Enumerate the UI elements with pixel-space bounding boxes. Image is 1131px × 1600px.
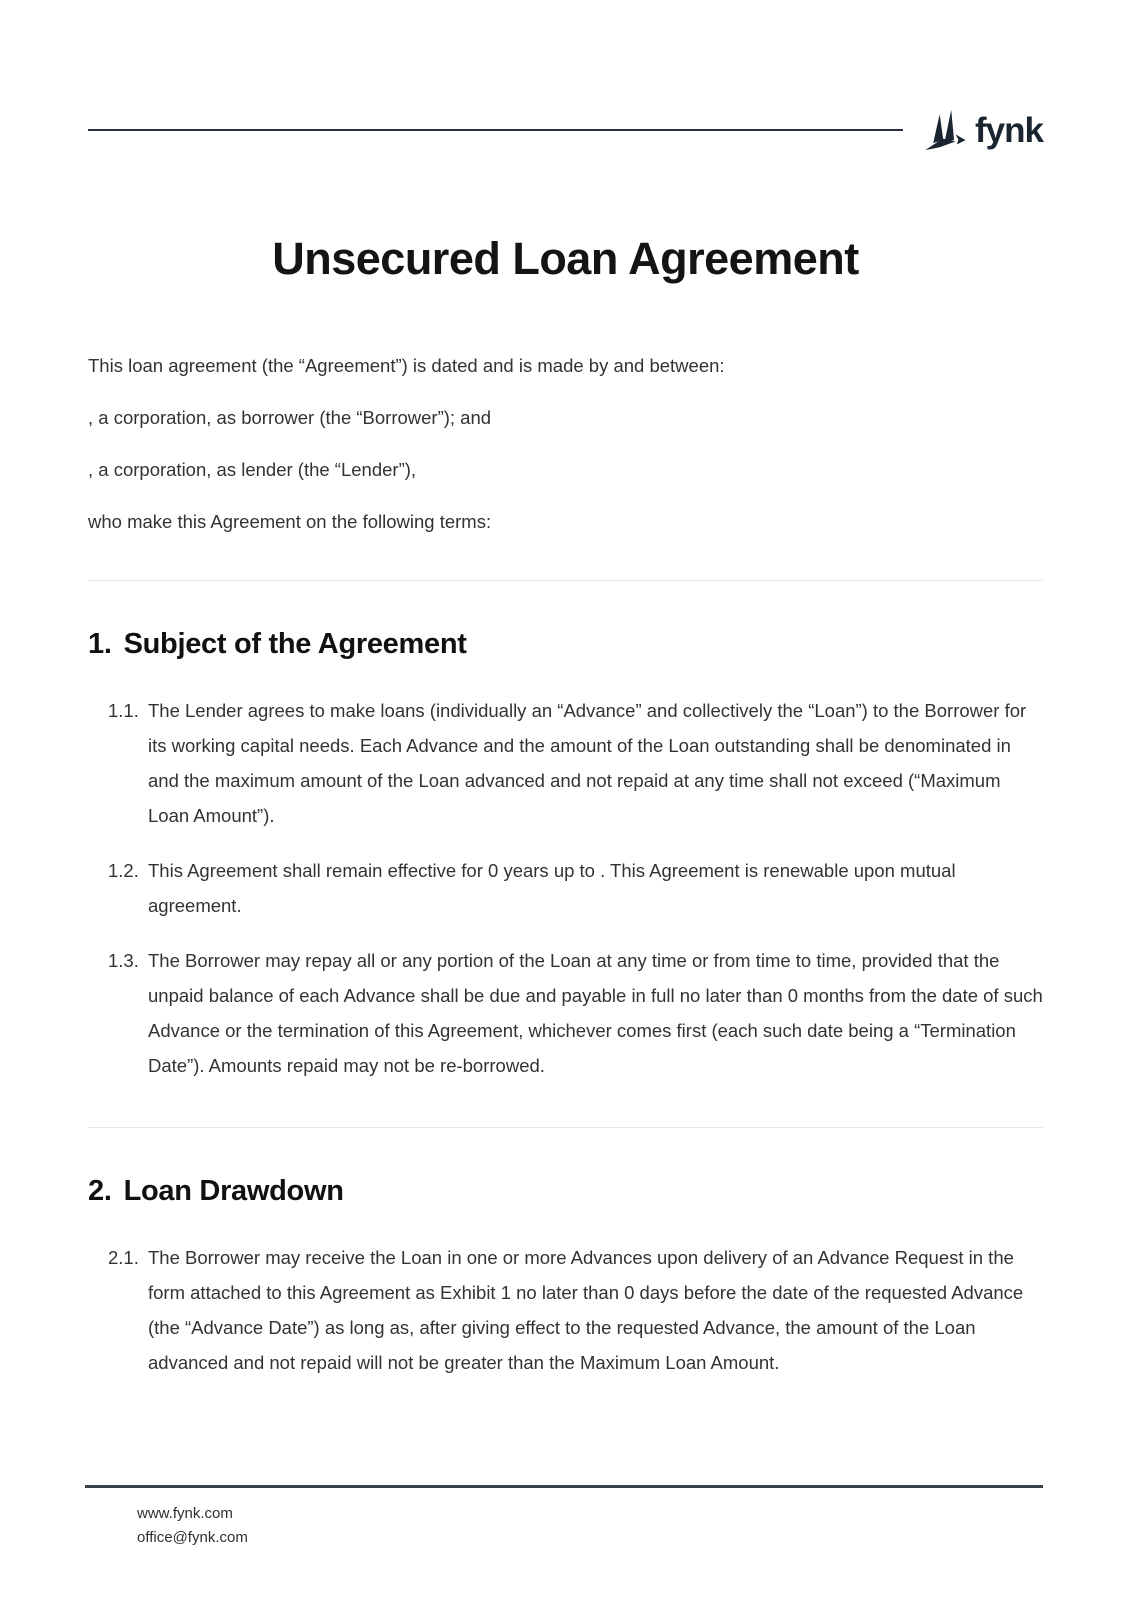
section-divider xyxy=(88,580,1043,581)
clause-text: The Borrower may repay all or any portion of the Loan at any time or from time to time, provided that the unpaid balance of each Advance shall be due and payable in full no later than 0 months from the date of such Advance or the termination of this Agreement, whichever comes first (each such date being a “Termination Date”). Amounts repaid may not be re-borrowed. xyxy=(148,950,1043,1076)
section-subject-of-agreement xyxy=(0,627,1131,1083)
clause-number: 1.3. xyxy=(108,950,139,971)
footer-email: office@fynk.com xyxy=(137,1529,248,1546)
header-rule xyxy=(88,129,903,131)
page-footer xyxy=(85,1485,1043,1550)
section-title: Subject of the Agreement xyxy=(123,628,467,660)
document-title: Unsecured Loan Agreement xyxy=(272,233,859,284)
clause-text: The Lender agrees to make loans (individually an “Advance” and collectively the “Loan”) to the Borrower for its working capital needs. Each Advance and the amount of the Loan outstanding shall be denominated in and the maximum amount of the Loan advanced and not repaid at any time shall not exceed (“Maximum Loan Amount”). xyxy=(148,700,1027,826)
section-divider xyxy=(88,1127,1043,1128)
clause-item xyxy=(108,943,1043,1083)
clause-text: This Agreement shall remain effective for 0 years up to . This Agreement is renewable upon mutual agreement. xyxy=(148,860,956,916)
section-title: Loan Drawdown xyxy=(123,1175,344,1207)
intro-paragraph: , a corporation, as lender (the “Lender”), xyxy=(88,459,417,480)
intro-paragraph: , a corporation, as borrower (the “Borrower”); and xyxy=(88,407,492,428)
brand-name: fynk xyxy=(975,110,1043,150)
page-header xyxy=(88,98,1043,162)
clause-list xyxy=(108,1240,1043,1380)
clause-text: The Borrower may receive the Loan in one or more Advances upon delivery of an Advance Request in the form attached to this Agreement as Exhibit 1 no later than 0 days before the date of the requested Advance (the “Advance Date”) as long as, after giving effect to the requested Advance, the amount of the Loan advanced and not repaid will not be greater than the Maximum Loan Amount. xyxy=(148,1247,1024,1373)
section-heading xyxy=(88,1174,1043,1209)
section-number: 1. xyxy=(88,628,112,660)
origami-bird-icon xyxy=(921,107,967,153)
fynk-logo xyxy=(921,107,1043,153)
clause-list xyxy=(108,693,1043,1083)
section-loan-drawdown xyxy=(0,1174,1131,1380)
clause-number: 2.1. xyxy=(108,1247,139,1268)
clause-item xyxy=(108,853,1043,923)
clause-item xyxy=(108,693,1043,833)
clause-number: 1.1. xyxy=(108,700,139,721)
intro-paragraph: who make this Agreement on the following terms: xyxy=(88,511,492,532)
clause-item xyxy=(108,1240,1043,1380)
intro-block xyxy=(88,352,1043,536)
section-heading xyxy=(88,627,1043,662)
section-number: 2. xyxy=(88,1175,112,1207)
footer-website: www.fynk.com xyxy=(137,1505,233,1522)
intro-paragraph: This loan agreement (the “Agreement”) is dated and is made by and between: xyxy=(88,355,725,376)
clause-number: 1.2. xyxy=(108,860,139,881)
